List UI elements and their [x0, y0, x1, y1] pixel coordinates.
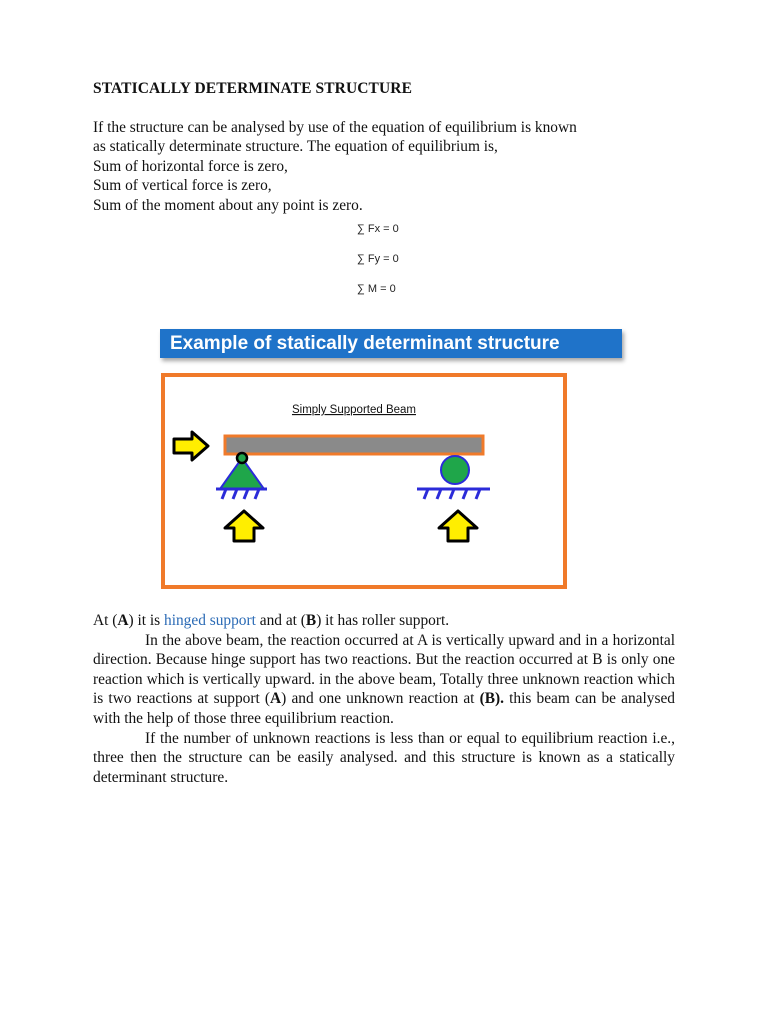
intro-line: Sum of the moment about any point is zero. [93, 196, 363, 214]
beam-diagram [160, 372, 568, 590]
diagram-title: Simply Supported Beam [291, 404, 417, 416]
intro-paragraph [93, 118, 693, 215]
equation-fy: ∑ Fy = 0 [357, 253, 399, 265]
beam [225, 436, 483, 454]
paragraph-conclusion: If the number of unknown reactions is less than or equal to equilibrium reaction i.e., three then the structure can be easily analysed. and this structure is known as a statically determinant structure. [93, 729, 675, 786]
body-text [93, 611, 675, 787]
roller-support-icon [441, 456, 469, 484]
intro-line: Sum of horizontal force is zero, [93, 157, 288, 175]
support-line: At (A) it is hinged support and at (B) it has roller support. [93, 612, 450, 629]
equation-m: ∑ M = 0 [357, 283, 396, 295]
equation-fx: ∑ Fx = 0 [357, 223, 399, 235]
intro-line: as statically determinate structure. The equation of equilibrium is, [93, 138, 498, 156]
figure-banner: Example of statically determinant structure [160, 329, 622, 358]
intro-line: If the structure can be analysed by use of the equation of equilibrium is known [93, 119, 577, 136]
page-title: STATICALLY DETERMINATE STRUCTURE [93, 80, 413, 97]
paragraph-reactions: In the above beam, the reaction occurred at A is vertically upward and in a horizontal direction. Because hinge support has two reactions. But the reaction occurred at B is only one reaction which is vertically upward. in the above beam, Totally three unknown reaction which is two reactions at support (A) and one unknown reaction at (B). this beam can be analysed with the help of those three equilibrium reaction. [93, 631, 676, 727]
hinged-support-link[interactable]: hinged support [164, 612, 256, 629]
intro-line: Sum of vertical force is zero, [93, 177, 272, 195]
hinge-pin-icon [237, 453, 247, 463]
